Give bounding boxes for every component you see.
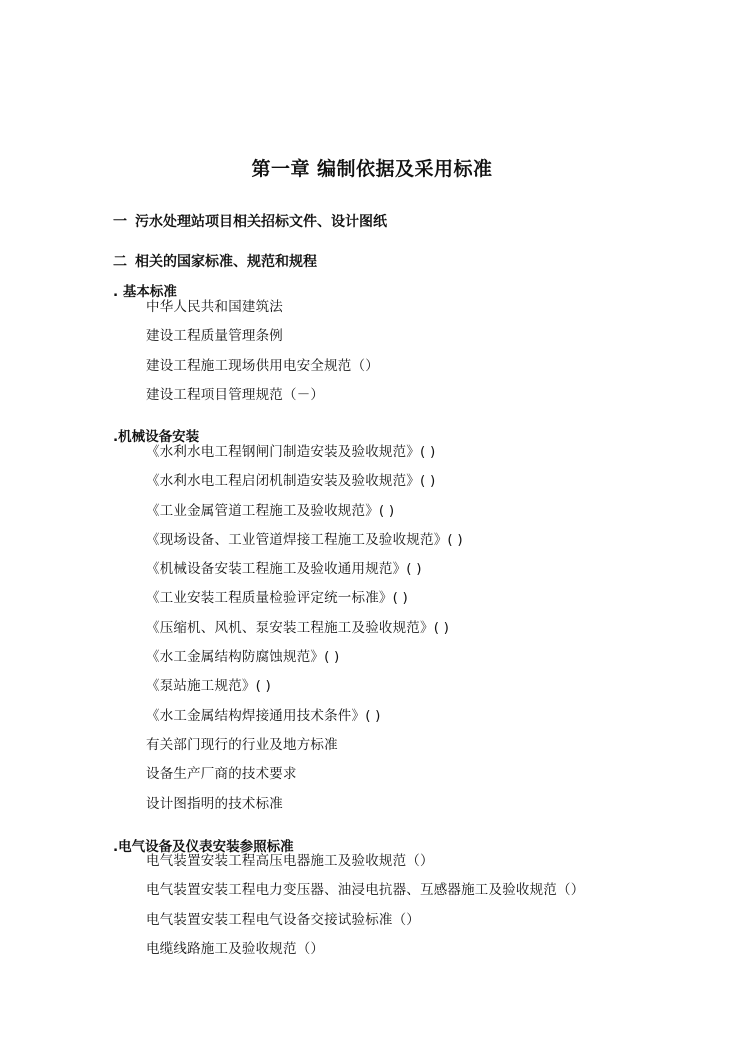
list-item: 电缆线路施工及验收规范（）	[146, 940, 325, 957]
electrical-standards-list	[146, 847, 584, 964]
list-item: 建设工程质量管理条例	[146, 328, 283, 345]
section-heading-2	[113, 251, 317, 271]
section-number: 一	[113, 214, 127, 230]
section-number: 二	[113, 254, 127, 270]
list-item: 有关部门现行的行业及地方标准	[146, 736, 338, 753]
list-item: 中华人民共和国建筑法	[146, 299, 283, 315]
chapter-title: 第一章 编制依据及采用标准	[251, 158, 493, 180]
list-item: 建设工程施工现场供用电安全规范（）	[146, 357, 379, 374]
list-item: 电气装置安装工程电气设备交接试验标准（）	[146, 911, 420, 928]
list-item: 《压缩机、风机、泵安装工程施工及验收规范》( )	[146, 619, 450, 636]
list-item: 设计图指明的技术标准	[146, 795, 283, 812]
list-item: 《工业安装工程质量检验评定统一标准》( )	[146, 590, 409, 607]
list-item: 《现场设备、工业管道焊接工程施工及验收规范》( )	[146, 531, 463, 548]
mechanical-standards-list	[146, 438, 463, 819]
section-text: 相关的国家标准、规范和规程	[135, 254, 317, 270]
list-item: 《水工金属结构防腐蚀规范》( )	[146, 649, 340, 666]
list-item: 《机械设备安装工程施工及验收通用规范》( )	[146, 561, 422, 578]
subheading-electrical: .电气设备及仪表安装参照标准	[113, 839, 294, 855]
list-item: 《工业金属管道工程施工及验收规范》( )	[146, 502, 395, 519]
list-item: 电气装置安装工程电力变压器、油浸电抗器、互感器施工及验收规范（）	[146, 882, 585, 899]
list-item: 《水利水电工程钢闸门制造安装及验收规范》( )	[146, 444, 436, 460]
basic-standards-list	[146, 293, 379, 410]
section-heading-1	[113, 211, 387, 231]
subheading-mechanical: .机械设备安装	[113, 429, 200, 445]
list-item: 《水工金属结构焊接通用技术条件》( )	[146, 707, 381, 724]
list-item: 建设工程项目管理规范（－）	[146, 386, 325, 403]
list-item: 《水利水电工程启闭机制造安装及验收规范》( )	[146, 473, 436, 490]
list-item: 电气装置安装工程高压电器施工及验收规范（）	[146, 853, 434, 869]
subheading-basic: . 基本标准	[113, 284, 177, 300]
section-text: 污水处理站项目相关招标文件、设计图纸	[135, 214, 387, 230]
list-item: 《泵站施工规范》( )	[146, 678, 272, 695]
list-item: 设备生产厂商的技术要求	[146, 766, 297, 783]
